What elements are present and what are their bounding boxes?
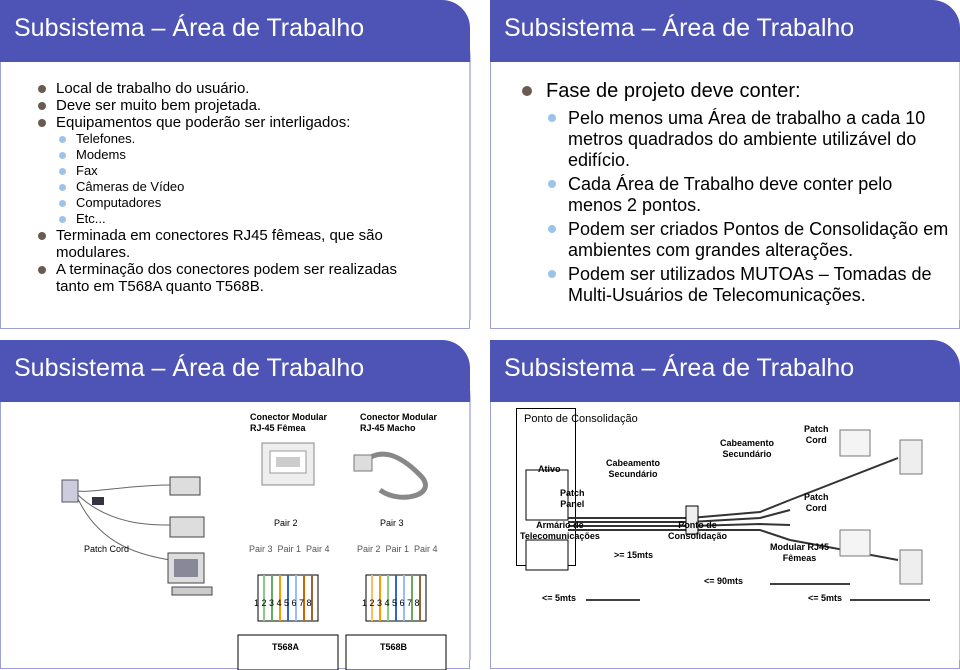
list-item: Fase de projeto deve conter:: [520, 80, 950, 102]
slide-title: Subsistema – Área de Trabalho: [504, 14, 855, 42]
bullet-list: [520, 80, 950, 102]
list-item: Deve ser muito bem projetada.: [36, 97, 436, 114]
sub-bullet-list: [546, 108, 950, 306]
ativo-label: Ativo: [538, 464, 561, 474]
ponto-consolidacao-label: Ponto de Consolidação: [668, 520, 728, 541]
patch-cord-label: Patch Cord: [84, 544, 130, 554]
list-item: Computadores: [56, 195, 436, 211]
patch-cord-2-label: Patch Cord: [804, 492, 829, 513]
list-item: Podem ser utilizados MUTOAs – Tomadas de Multi-Usuários de Telecomunicações.: [546, 264, 950, 306]
list-item: Etc...: [56, 211, 436, 227]
t568b-label: T568B: [380, 642, 408, 652]
bullet-list: [36, 80, 436, 131]
list-item: Câmeras de Vídeo: [56, 179, 436, 195]
distance-5m-right-label: <= 5mts: [808, 593, 843, 603]
slide-header: [0, 340, 470, 402]
t568a-jack-diagram: [238, 575, 338, 670]
ponto-consolidacao-title: Ponto de Consolidação: [524, 413, 638, 425]
list-item: Fax: [56, 163, 436, 179]
list-item: Cada Área de Trabalho deve conter pelo menos 2 pontos.: [546, 174, 950, 216]
patch-cord-1-label: Patch Cord: [804, 424, 829, 445]
t568a-pairs-label: Pair 3 Pair 1 Pair 4: [249, 544, 330, 554]
pair2-label: Pair 2: [274, 518, 298, 528]
distance-90m-label: <= 90mts: [704, 576, 744, 586]
rj45-male-image: [354, 454, 425, 497]
distance-15m-label: >= 15mts: [614, 550, 654, 560]
patch-panel-label: Patch Panel: [560, 488, 585, 509]
female-connector-label: Conector Modular RJ-45 Fêmea: [250, 412, 328, 433]
list-item: Local de trabalho do usuário.: [36, 80, 436, 97]
t568a-pins-label: 1 2 3 4 5 6 7 8: [254, 598, 312, 608]
t568b-pairs-label: Pair 2 Pair 1 Pair 4: [357, 544, 438, 554]
list-item: Podem ser criados Pontos de Consolidação em ambientes com grandes alterações.: [546, 219, 950, 261]
list-item: Telefones.: [56, 131, 436, 147]
computer-image: [168, 553, 212, 595]
slide-title: Subsistema – Área de Trabalho: [14, 354, 365, 382]
distance-5m-left-label: <= 5mts: [542, 593, 577, 603]
slide-2: [490, 0, 960, 330]
rj45-female-image: [262, 443, 314, 485]
modular-rj45-label: Modular RJ45 Fêmeas: [770, 542, 830, 563]
armario-label: Armário de Telecomunicações: [520, 520, 600, 541]
cabeamento-secundario-2-label: Cabeamento Secundário: [720, 438, 775, 459]
bullet-list: [36, 227, 406, 295]
slide-1: [0, 0, 475, 330]
cabeamento-secundario-1-label: Cabeamento Secundário: [606, 458, 661, 479]
fax-image: [170, 517, 204, 537]
slide-4: [490, 340, 960, 670]
phone-image: [170, 477, 200, 495]
sub-bullet-list: [56, 131, 436, 227]
slide-3: [0, 340, 475, 670]
list-item: Modems: [56, 147, 436, 163]
slide-header: [490, 340, 960, 402]
male-connector-label: Conector Modular RJ-45 Macho: [360, 412, 438, 433]
pair3-label: Pair 3: [380, 518, 404, 528]
slide-curve: [433, 20, 471, 320]
slide-title: Subsistema – Área de Trabalho: [14, 14, 365, 42]
t568a-label: T568A: [272, 642, 300, 652]
slide-header: [0, 0, 470, 62]
t568b-pins-label: 1 2 3 4 5 6 7 8: [362, 598, 420, 608]
list-item: Pelo menos uma Área de trabalho a cada 10 metros quadrados do ambiente utilizável do edifício.: [546, 108, 950, 171]
list-item: Equipamentos que poderão ser interligados:: [36, 114, 436, 131]
list-item: Terminada em conectores RJ45 fêmeas, que são modulares.: [36, 227, 406, 261]
slide-header: [490, 0, 960, 62]
list-item: A terminação dos conectores podem ser realizadas tanto em T568A quanto T568B.: [36, 261, 406, 295]
slide-title: Subsistema – Área de Trabalho: [504, 354, 855, 382]
t568b-jack-diagram: [346, 575, 446, 670]
